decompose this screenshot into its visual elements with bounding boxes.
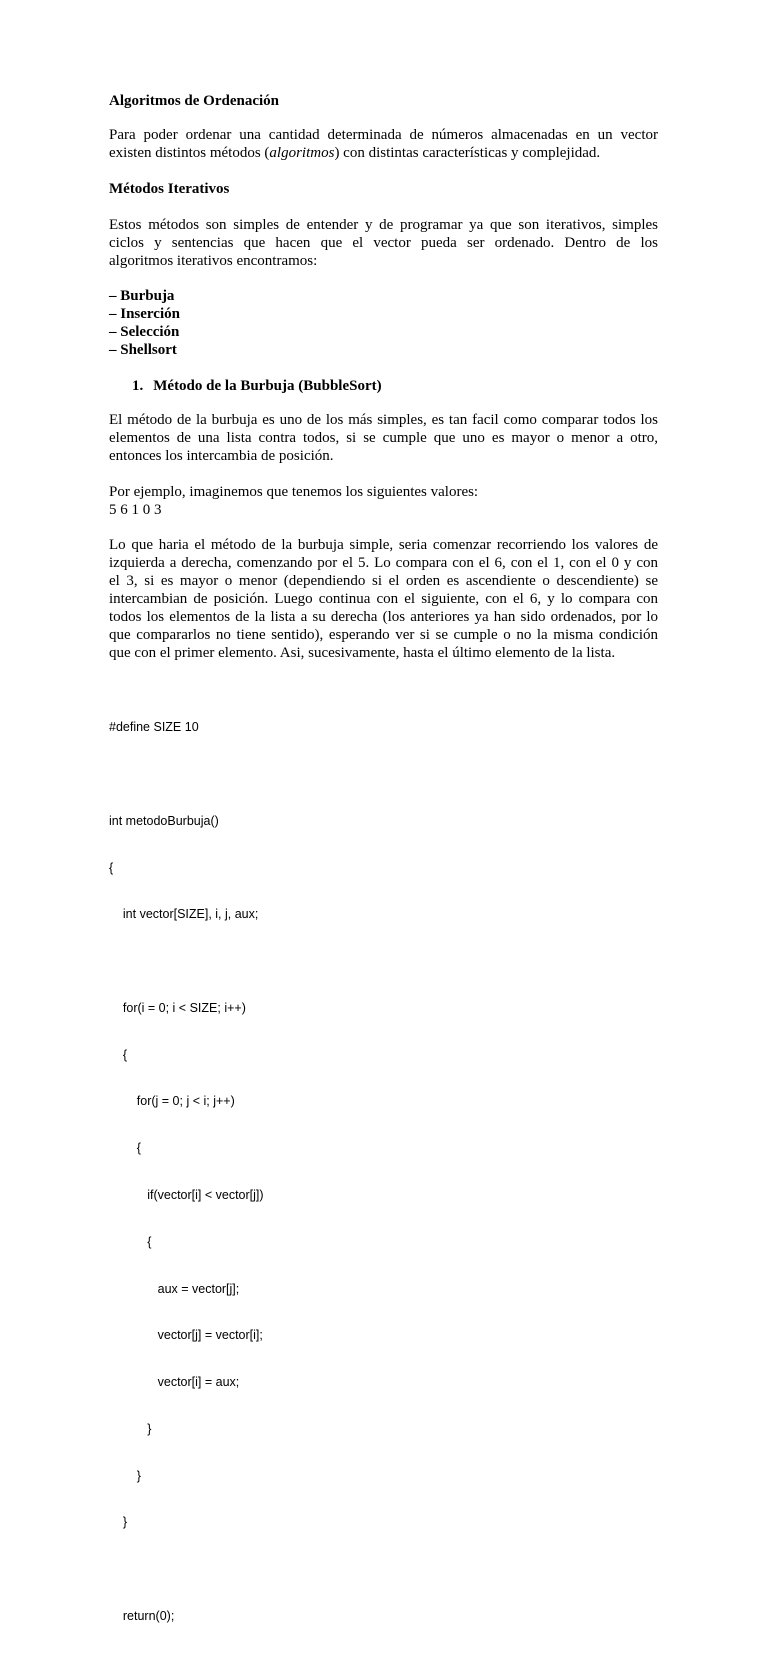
code-line — [109, 767, 264, 783]
intro-line-2 — [109, 144, 658, 162]
section-heading-iterative: Métodos Iterativos — [109, 181, 230, 197]
explain-line-7: que con el primer elemento. Asi, sucesivamente, hasta el último elemento de la lista. — [109, 645, 616, 661]
iterative-paragraph — [109, 216, 658, 270]
subsection-heading-bubble — [132, 377, 652, 395]
list-item: – Burbuja — [109, 288, 175, 304]
intro-line-1: Para poder ordenar una cantidad determinada de números almacenadas en un vector — [109, 127, 658, 143]
bubble-line-3: entonces los intercambia de posición. — [109, 448, 334, 464]
explain-line-5: todos los elementos de la lista a su derecha (los anteriores ya han sido ordenados, por lo — [109, 609, 658, 625]
code-line: { — [109, 1141, 141, 1156]
code-line: } — [109, 1468, 141, 1483]
document-title: Algoritmos de Ordenación — [109, 93, 279, 109]
intro-text-a: existen distintos métodos ( — [109, 145, 270, 161]
code-line: int vector[SIZE], i, j, aux; — [109, 907, 259, 922]
code-line: { — [109, 860, 114, 875]
iterative-line-1: Estos métodos son simples de entender y de programar ya que son iterativos, simples — [109, 217, 658, 233]
code-line: } — [109, 1515, 128, 1530]
code-line: if(vector[i] < vector[j]) — [109, 1188, 264, 1202]
code-line: for(i = 0; i < SIZE; i++) — [109, 1000, 246, 1015]
bubble-paragraph — [109, 411, 658, 465]
subsection-title: Método de la Burbuja (BubbleSort) — [153, 378, 382, 394]
algorithm-list — [109, 287, 658, 359]
intro-text-b: ) con distintas características y complejidad. — [334, 145, 601, 161]
explain-line-4: intercambian de posición. Luego continua con el siguiente, con el 6, y lo compara con — [109, 591, 658, 607]
code-line: return(0); — [109, 1609, 175, 1624]
explain-line-2: izquierda a derecha, comenzando por el 5. Lo compara con el 6, con el 1, con el 0 y con — [109, 555, 658, 571]
code-listing — [109, 689, 264, 1656]
code-line: int metodoBurbuja() — [109, 813, 219, 828]
code-line: vector[j] = vector[i]; — [109, 1328, 263, 1343]
code-line: { — [109, 1234, 152, 1249]
intro-paragraph — [109, 126, 658, 162]
example-values: 5 6 1 0 3 — [109, 502, 162, 518]
example-paragraph — [109, 483, 658, 519]
explain-line-6: que compararlos no tiene sentido), esperando ver si se cumple o no la misma condición — [109, 627, 658, 643]
example-line: Por ejemplo, imaginemos que tenemos los siguientes valores: — [109, 484, 479, 500]
code-line: } — [109, 1421, 152, 1436]
explanation-paragraph — [109, 536, 658, 662]
iterative-line-3: algoritmos iterativos encontramos: — [109, 253, 318, 269]
subsection-number: 1. — [132, 378, 144, 394]
code-line — [109, 1562, 264, 1578]
bubble-line-1: El método de la burbuja es uno de los más simples, es tan facil como comparar todos los — [109, 412, 658, 428]
list-item: – Inserción — [109, 306, 180, 322]
intro-italic-term: algoritmos — [269, 145, 335, 161]
code-line — [109, 954, 264, 970]
explain-line-3: el 3, si es mayor o menor (dependiendo si el orden es ascendiente o descendiente) se — [109, 573, 658, 589]
code-line: { — [109, 1047, 128, 1062]
code-line: for(j = 0; j < i; j++) — [109, 1094, 235, 1109]
list-item: – Shellsort — [109, 342, 177, 358]
bubble-line-2: elementos de una lista contra todos, si se cumple que uno es mayor o menor a otro, — [109, 430, 658, 446]
code-line: #define SIZE 10 — [109, 720, 199, 735]
code-line: vector[i] = aux; — [109, 1375, 240, 1390]
code-line: aux = vector[j]; — [109, 1281, 240, 1296]
iterative-line-2: ciclos y sentencias que hacen que el vector pueda ser ordenado. Dentro de los — [109, 235, 658, 251]
explain-line-1: Lo que haria el método de la burbuja simple, seria comenzar recorriendo los valores de — [109, 537, 658, 553]
list-item: – Selección — [109, 324, 180, 340]
